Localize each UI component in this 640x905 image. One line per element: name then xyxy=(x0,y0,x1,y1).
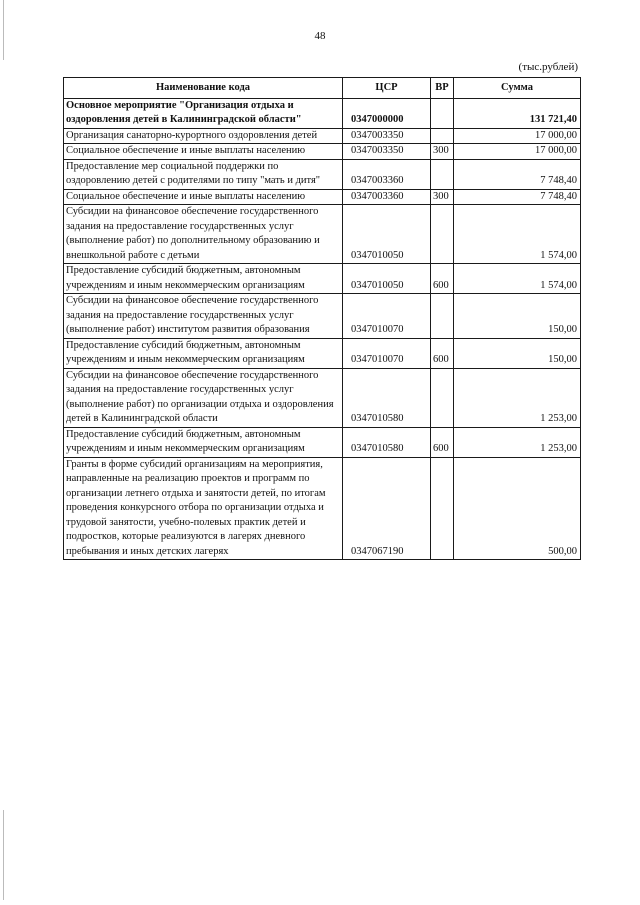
row-csr: 0347010070 xyxy=(343,338,431,368)
table-row xyxy=(64,99,581,129)
row-vr: 600 xyxy=(431,264,454,294)
row-sum: 150,00 xyxy=(454,338,581,368)
row-sum: 7 748,40 xyxy=(454,189,581,204)
row-vr: 600 xyxy=(431,427,454,457)
table-row xyxy=(64,427,581,457)
row-vr xyxy=(431,368,454,427)
row-vr xyxy=(431,99,454,129)
row-csr: 0347003360 xyxy=(343,159,431,189)
row-name: Предоставление субсидий бюджетным, автономным учреждениям и иным некоммерческим организациям xyxy=(64,427,343,457)
row-csr: 0347010070 xyxy=(343,294,431,338)
table-row xyxy=(64,189,581,204)
scan-margin-mark xyxy=(3,0,4,60)
row-csr: 0347003360 xyxy=(343,189,431,204)
row-sum: 17 000,00 xyxy=(454,128,581,143)
scan-margin-mark xyxy=(3,810,4,900)
budget-table xyxy=(63,77,581,560)
table-row xyxy=(64,264,581,294)
header-vr: ВР xyxy=(431,78,454,99)
row-csr: 0347010580 xyxy=(343,427,431,457)
table-row xyxy=(64,159,581,189)
row-name: Предоставление мер социальной поддержки по оздоровлению детей с родителями по типу "мать и дитя" xyxy=(64,159,343,189)
row-csr: 0347003350 xyxy=(343,144,431,159)
table-row xyxy=(64,457,581,559)
row-name: Социальное обеспечение и иные выплаты населению xyxy=(64,144,343,159)
row-vr: 300 xyxy=(431,144,454,159)
row-sum: 1 574,00 xyxy=(454,264,581,294)
table-row xyxy=(64,294,581,338)
page-number: 48 xyxy=(314,30,326,42)
row-name: Предоставление субсидий бюджетным, автономным учреждениям и иным некоммерческим организациям xyxy=(64,338,343,368)
row-name: Субсидии на финансовое обеспечение государственного задания на предоставление государственных услуг (выполнение работ) институтом развития образования xyxy=(64,294,343,338)
table-row xyxy=(64,368,581,427)
row-sum: 131 721,40 xyxy=(454,99,581,129)
row-vr xyxy=(431,457,454,559)
row-name: Организация санаторно-курортного оздоровления детей xyxy=(64,128,343,143)
row-name: Субсидии на финансовое обеспечение государственного задания на предоставление государственных услуг (выполнение работ) по дополнительному образованию и внешкольной работе с детьми xyxy=(64,205,343,264)
units-label: (тыс.рублей) xyxy=(518,61,578,73)
table-row xyxy=(64,128,581,143)
header-csr: ЦСР xyxy=(343,78,431,99)
row-csr: 0347067190 xyxy=(343,457,431,559)
row-sum: 500,00 xyxy=(454,457,581,559)
row-vr: 600 xyxy=(431,338,454,368)
header-name: Наименование кода xyxy=(64,78,343,99)
row-name: Субсидии на финансовое обеспечение государственного задания на предоставление государственных услуг (выполнение работ) по организации отдыха и оздоровления детей в Калининградской области xyxy=(64,368,343,427)
row-csr: 0347010050 xyxy=(343,264,431,294)
row-vr xyxy=(431,128,454,143)
table-row xyxy=(64,205,581,264)
row-sum: 150,00 xyxy=(454,294,581,338)
row-vr xyxy=(431,205,454,264)
row-name: Основное мероприятие "Организация отдыха и оздоровления детей в Калининградской области" xyxy=(64,99,343,129)
row-name: Предоставление субсидий бюджетным, автономным учреждениям и иным некоммерческим организациям xyxy=(64,264,343,294)
row-sum: 17 000,00 xyxy=(454,144,581,159)
row-vr xyxy=(431,159,454,189)
row-sum: 7 748,40 xyxy=(454,159,581,189)
row-vr: 300 xyxy=(431,189,454,204)
row-csr: 0347000000 xyxy=(343,99,431,129)
table-header-row xyxy=(64,78,581,99)
row-sum: 1 253,00 xyxy=(454,368,581,427)
row-vr xyxy=(431,294,454,338)
table-row xyxy=(64,338,581,368)
row-csr: 0347010580 xyxy=(343,368,431,427)
row-name: Социальное обеспечение и иные выплаты населению xyxy=(64,189,343,204)
row-csr: 0347003350 xyxy=(343,128,431,143)
header-sum: Сумма xyxy=(454,78,581,99)
row-csr: 0347010050 xyxy=(343,205,431,264)
row-sum: 1 253,00 xyxy=(454,427,581,457)
table-row xyxy=(64,144,581,159)
row-name: Гранты в форме субсидий организациям на мероприятия, направленные на реализацию проектов и программ по организации летнего отдыха и занятости детей, по итогам проведения конкурсного отбора по организации отдыха и трудовой занятости, учебно-полевых практик детей и подростков, которые реализуются в лагерях дневного пребывания и иных детских лагерях xyxy=(64,457,343,559)
row-sum: 1 574,00 xyxy=(454,205,581,264)
